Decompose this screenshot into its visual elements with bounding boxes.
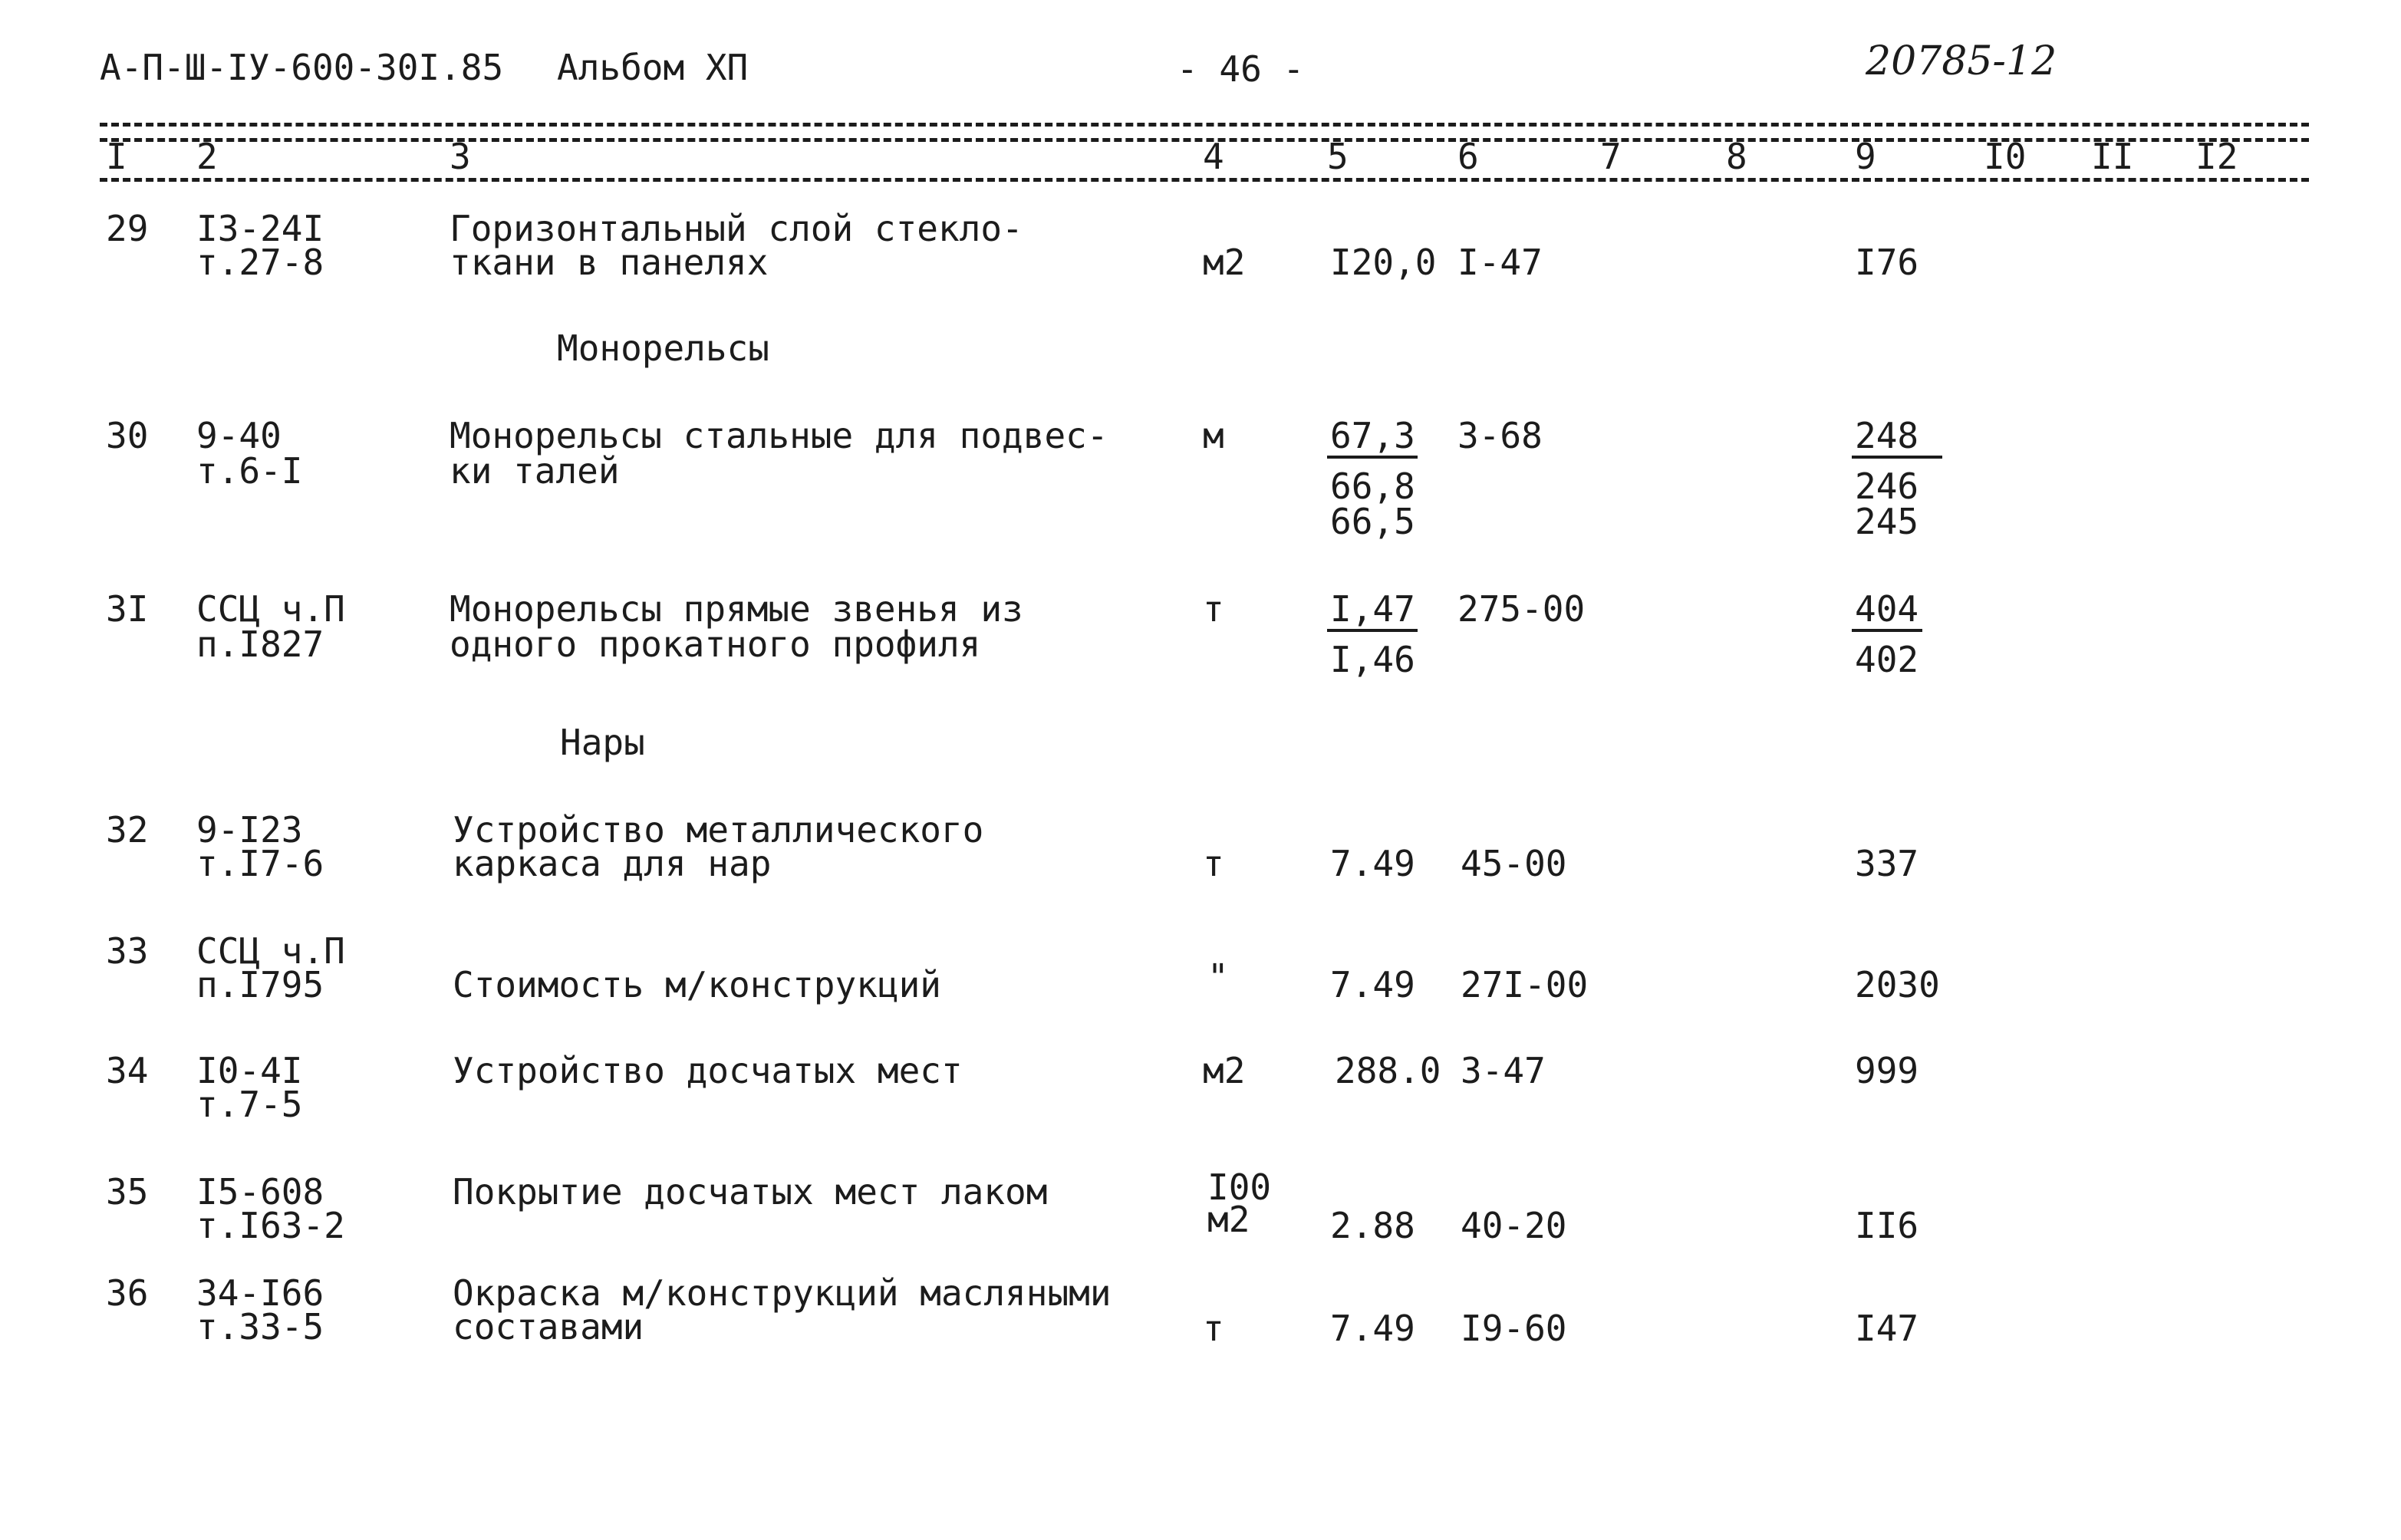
row-34-code: I0-4I — [196, 1050, 303, 1091]
row-29-unit-price: I-47 — [1457, 242, 1543, 283]
row-29-code-table: т.27-8 — [196, 242, 324, 283]
column-header-7: 7 — [1600, 136, 1622, 177]
column-header-4: 4 — [1203, 136, 1224, 177]
column-header-8: 8 — [1726, 136, 1747, 177]
row-31-unit: т — [1203, 588, 1224, 630]
row-29-number: 29 — [106, 208, 149, 249]
row-36-description-2: составами — [453, 1306, 644, 1348]
row-29-unit: м2 — [1203, 242, 1246, 283]
column-header-10: I0 — [1984, 136, 2027, 177]
row-32-code: 9-I23 — [196, 809, 303, 851]
row-33-unit: " — [1207, 956, 1229, 998]
row-31-cost: 404 — [1855, 588, 1919, 630]
row-34-unit-price: 3-47 — [1461, 1050, 1546, 1091]
row-30-number: 30 — [106, 415, 149, 456]
row-34-code-table: т.7-5 — [196, 1084, 303, 1125]
row-30-unit: м — [1203, 415, 1224, 456]
row-31-quantity-2: I,46 — [1330, 639, 1415, 680]
row-35-unit-2: м2 — [1207, 1199, 1250, 1240]
row-32-quantity: 7.49 — [1330, 843, 1415, 884]
row-31-description: Монорельсы прямые звенья из — [450, 588, 1023, 630]
row-29-cost: I76 — [1855, 242, 1919, 283]
row-35-quantity: 2.88 — [1330, 1205, 1415, 1246]
row-34-description: Устройство досчатых мест — [453, 1050, 963, 1091]
header-top-rule — [100, 123, 2309, 127]
column-header-5: 5 — [1327, 136, 1349, 177]
row-30-quantity-2: 66,8 — [1330, 466, 1415, 507]
row-32-number: 32 — [106, 809, 149, 851]
row-33-code: ССЦ ч.П — [196, 930, 345, 972]
row-29-description: Горизонтальный слой стекло- — [450, 208, 1023, 249]
row-30-description: Монорельсы стальные для подвес- — [450, 415, 1108, 456]
row-31-code-item: п.I827 — [196, 624, 324, 665]
row-34-unit: м2 — [1203, 1050, 1246, 1091]
row-36-number: 36 — [106, 1272, 149, 1314]
row-35-unit-price: 40-20 — [1461, 1205, 1567, 1246]
row-32-cost: 337 — [1855, 843, 1919, 884]
row-31-quantity: I,47 — [1330, 588, 1415, 630]
row-33-number: 33 — [106, 930, 149, 972]
column-header-3: 3 — [450, 136, 471, 177]
row-32-code-table: т.I7-6 — [196, 843, 324, 884]
section-title-monorails: Монорельсы — [557, 327, 769, 369]
column-header-11: II — [2091, 136, 2134, 177]
row-29-quantity: I20,0 — [1330, 242, 1437, 283]
column-header-9: 9 — [1855, 136, 1876, 177]
row-30-cost-underline — [1852, 456, 1942, 459]
row-30-description-2: ки талей — [450, 450, 620, 492]
row-30-quantity-underline — [1327, 456, 1418, 459]
row-30-code: 9-40 — [196, 415, 282, 456]
row-35-code-table: т.I63-2 — [196, 1205, 345, 1246]
row-33-code-item: п.I795 — [196, 964, 324, 1005]
row-34-quantity: 288.0 — [1335, 1050, 1441, 1091]
row-30-quantity: 67,3 — [1330, 415, 1415, 456]
row-30-cost-3: 245 — [1855, 501, 1919, 542]
row-33-description: Стоимость м/конструкций — [453, 964, 941, 1005]
row-31-description-2: одного прокатного профиля — [450, 624, 981, 665]
album-label: Альбом XП — [557, 47, 749, 88]
row-36-code-table: т.33-5 — [196, 1306, 324, 1348]
row-30-cost-2: 246 — [1855, 466, 1919, 507]
row-36-unit-price: I9-60 — [1461, 1308, 1567, 1349]
row-32-unit-price: 45-00 — [1461, 843, 1567, 884]
row-31-cost-2: 402 — [1855, 639, 1919, 680]
row-36-code: 34-I66 — [196, 1272, 324, 1314]
row-36-cost: I47 — [1855, 1308, 1919, 1349]
row-35-number: 35 — [106, 1171, 149, 1213]
document-code: А-П-Ш-IУ-600-30I.85 — [100, 47, 504, 88]
row-34-cost: 999 — [1855, 1050, 1919, 1091]
row-36-quantity: 7.49 — [1330, 1308, 1415, 1349]
row-36-unit: т — [1203, 1308, 1224, 1349]
row-33-unit-price: 27I-00 — [1461, 964, 1589, 1005]
page-number: - 46 - — [1177, 48, 1305, 90]
column-header-12: I2 — [2195, 136, 2238, 177]
row-29-code: I3-24I — [196, 208, 324, 249]
row-31-unit-price: 275-00 — [1457, 588, 1586, 630]
row-33-quantity: 7.49 — [1330, 964, 1415, 1005]
row-30-quantity-3: 66,5 — [1330, 501, 1415, 542]
row-35-cost: II6 — [1855, 1205, 1919, 1246]
row-31-cost-underline — [1852, 629, 1922, 632]
column-header-1: I — [106, 136, 127, 177]
row-35-description: Покрытие досчатых мест лаком — [453, 1171, 1048, 1213]
row-32-description-2: каркаса для нар — [453, 843, 772, 884]
row-31-quantity-underline — [1327, 629, 1418, 632]
section-title-bunks: Нары — [560, 722, 645, 763]
row-35-code: I5-608 — [196, 1171, 324, 1213]
column-header-2: 2 — [196, 136, 218, 177]
column-header-6: 6 — [1457, 136, 1479, 177]
row-31-code: ССЦ ч.П — [196, 588, 345, 630]
header-bottom-rule — [100, 178, 2309, 182]
row-30-cost: 248 — [1855, 415, 1919, 456]
row-31-number: 3I — [106, 588, 149, 630]
row-33-cost: 2030 — [1855, 964, 1940, 1005]
row-32-unit: т — [1203, 843, 1224, 884]
row-29-description-2: ткани в панелях — [450, 242, 769, 283]
row-34-number: 34 — [106, 1050, 149, 1091]
row-35-unit: I00 — [1207, 1167, 1272, 1208]
row-36-description: Окраска м/конструкций масляными — [453, 1272, 1112, 1314]
row-32-description: Устройство металлического — [453, 809, 984, 851]
row-30-unit-price: 3-68 — [1457, 415, 1543, 456]
row-30-code-table: т.6-I — [196, 450, 303, 492]
handwritten-number: 20785-12 — [1866, 38, 2057, 84]
